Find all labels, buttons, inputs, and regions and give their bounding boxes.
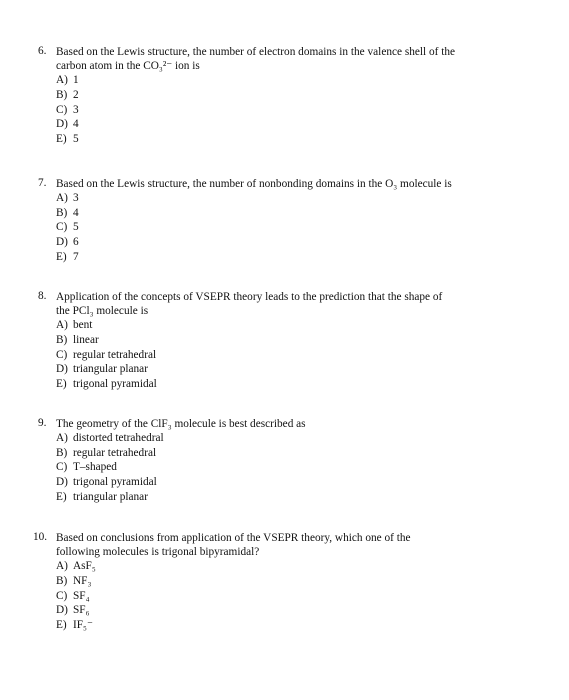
answer-option: [56, 589, 538, 604]
option-text: 2: [73, 89, 79, 101]
stem-line: the PCl₃ molecule is: [56, 305, 149, 318]
answer-option: [56, 460, 538, 475]
answer-option: [56, 220, 538, 235]
option-text: trigonal pyramidal: [73, 475, 157, 488]
stem-line: Based on the Lewis structure, the number of electron domains in the valence shell of the: [56, 46, 456, 58]
answer-option: [56, 446, 538, 461]
answer-option: [56, 206, 538, 221]
answer-option: [56, 475, 538, 490]
answer-option: [56, 191, 538, 206]
option-text: T–shaped: [73, 461, 117, 474]
option-letter: E): [56, 490, 67, 503]
option-letter: C): [56, 221, 68, 234]
answer-option: [56, 318, 538, 333]
answer-option: [56, 574, 538, 589]
question-7: [38, 177, 538, 275]
answer-option: [56, 362, 538, 377]
option-text: linear: [73, 334, 99, 346]
question-6: [38, 45, 538, 158]
option-letter: C): [56, 348, 68, 361]
option-text: IF₅⁻: [73, 618, 93, 631]
answer-option: [56, 250, 538, 265]
stem-line: Based on the Lewis structure, the number of nonbonding domains in the O₃ molecule is: [56, 178, 452, 190]
answer-option: [56, 117, 538, 132]
question-stem: [56, 290, 538, 318]
option-text: NF₃: [73, 575, 92, 587]
question-8: [38, 290, 538, 403]
question-number: 9.: [38, 417, 47, 429]
option-letter: A): [56, 319, 68, 332]
option-letter: A): [56, 432, 68, 445]
option-letter: B): [56, 334, 68, 346]
answer-option: [56, 490, 538, 505]
option-text: SF₄: [73, 589, 90, 602]
option-text: 5: [73, 132, 79, 145]
stem-line: carbon atom in the CO₃²⁻ ion is: [56, 60, 200, 73]
answer-option: [56, 333, 538, 348]
option-letter: D): [56, 118, 68, 131]
answer-option: [56, 132, 538, 147]
option-letter: B): [56, 446, 68, 459]
option-letter: E): [56, 377, 67, 390]
option-letter: C): [56, 461, 68, 474]
option-letter: A): [56, 192, 68, 205]
option-letter: E): [56, 132, 67, 145]
option-text: 3: [73, 103, 79, 116]
option-text: AsF₅: [73, 560, 96, 573]
answer-options: [56, 191, 538, 264]
answer-option: [56, 618, 538, 633]
question-number: 8.: [38, 290, 47, 302]
option-letter: E): [56, 618, 67, 631]
option-text: 5: [73, 221, 79, 234]
option-text: triangular planar: [73, 363, 148, 376]
stem-line: following molecules is trigonal bipyramidal?: [56, 546, 260, 559]
option-letter: C): [56, 589, 68, 602]
option-letter: D): [56, 604, 68, 617]
stem-line: Based on conclusions from application of the VSEPR theory, which one of the: [56, 532, 411, 544]
option-text: 4: [73, 206, 79, 219]
answer-option: [56, 103, 538, 118]
option-letter: A): [56, 74, 68, 87]
option-letter: D): [56, 363, 68, 376]
answer-option: [56, 431, 538, 446]
question-10: [33, 531, 538, 644]
stem-line: The geometry of the ClF₃ molecule is best described as: [56, 418, 306, 430]
option-text: regular tetrahedral: [73, 348, 157, 361]
option-letter: A): [56, 560, 68, 573]
question-9: [38, 417, 538, 515]
answer-options: [56, 559, 538, 632]
answer-options: [56, 431, 538, 504]
question-stem: [56, 177, 538, 191]
answer-options: [56, 73, 538, 146]
option-text: trigonal pyramidal: [73, 377, 157, 390]
option-text: 4: [73, 118, 79, 131]
answer-option: [56, 73, 538, 88]
option-text: regular tetrahedral: [73, 446, 157, 459]
option-text: SF₆: [73, 604, 90, 617]
option-letter: D): [56, 475, 68, 488]
option-text: triangular planar: [73, 490, 148, 503]
question-number: 7.: [38, 177, 47, 189]
question-stem: [56, 45, 538, 73]
option-letter: E): [56, 250, 67, 263]
option-letter: D): [56, 235, 68, 248]
answer-option: [56, 88, 538, 103]
answer-option: [56, 603, 538, 618]
option-letter: B): [56, 575, 68, 587]
option-letter: B): [56, 206, 68, 219]
option-letter: B): [56, 89, 68, 101]
question-number: 6.: [38, 45, 47, 57]
option-text: 7: [73, 250, 79, 263]
question-stem: [56, 531, 538, 559]
option-text: bent: [73, 319, 93, 332]
question-stem: [56, 417, 538, 431]
answer-option: [56, 348, 538, 363]
option-text: 3: [73, 192, 79, 205]
stem-line: Application of the concepts of VSEPR theory leads to the prediction that the shape of: [56, 291, 443, 303]
answer-option: [56, 559, 538, 574]
option-text: 6: [73, 235, 79, 248]
answer-option: [56, 377, 538, 392]
answer-options: [56, 318, 538, 391]
option-text: 1: [73, 74, 79, 87]
option-letter: C): [56, 103, 68, 116]
answer-option: [56, 235, 538, 250]
question-number: 10.: [33, 531, 48, 543]
option-text: distorted tetrahedral: [73, 432, 164, 445]
